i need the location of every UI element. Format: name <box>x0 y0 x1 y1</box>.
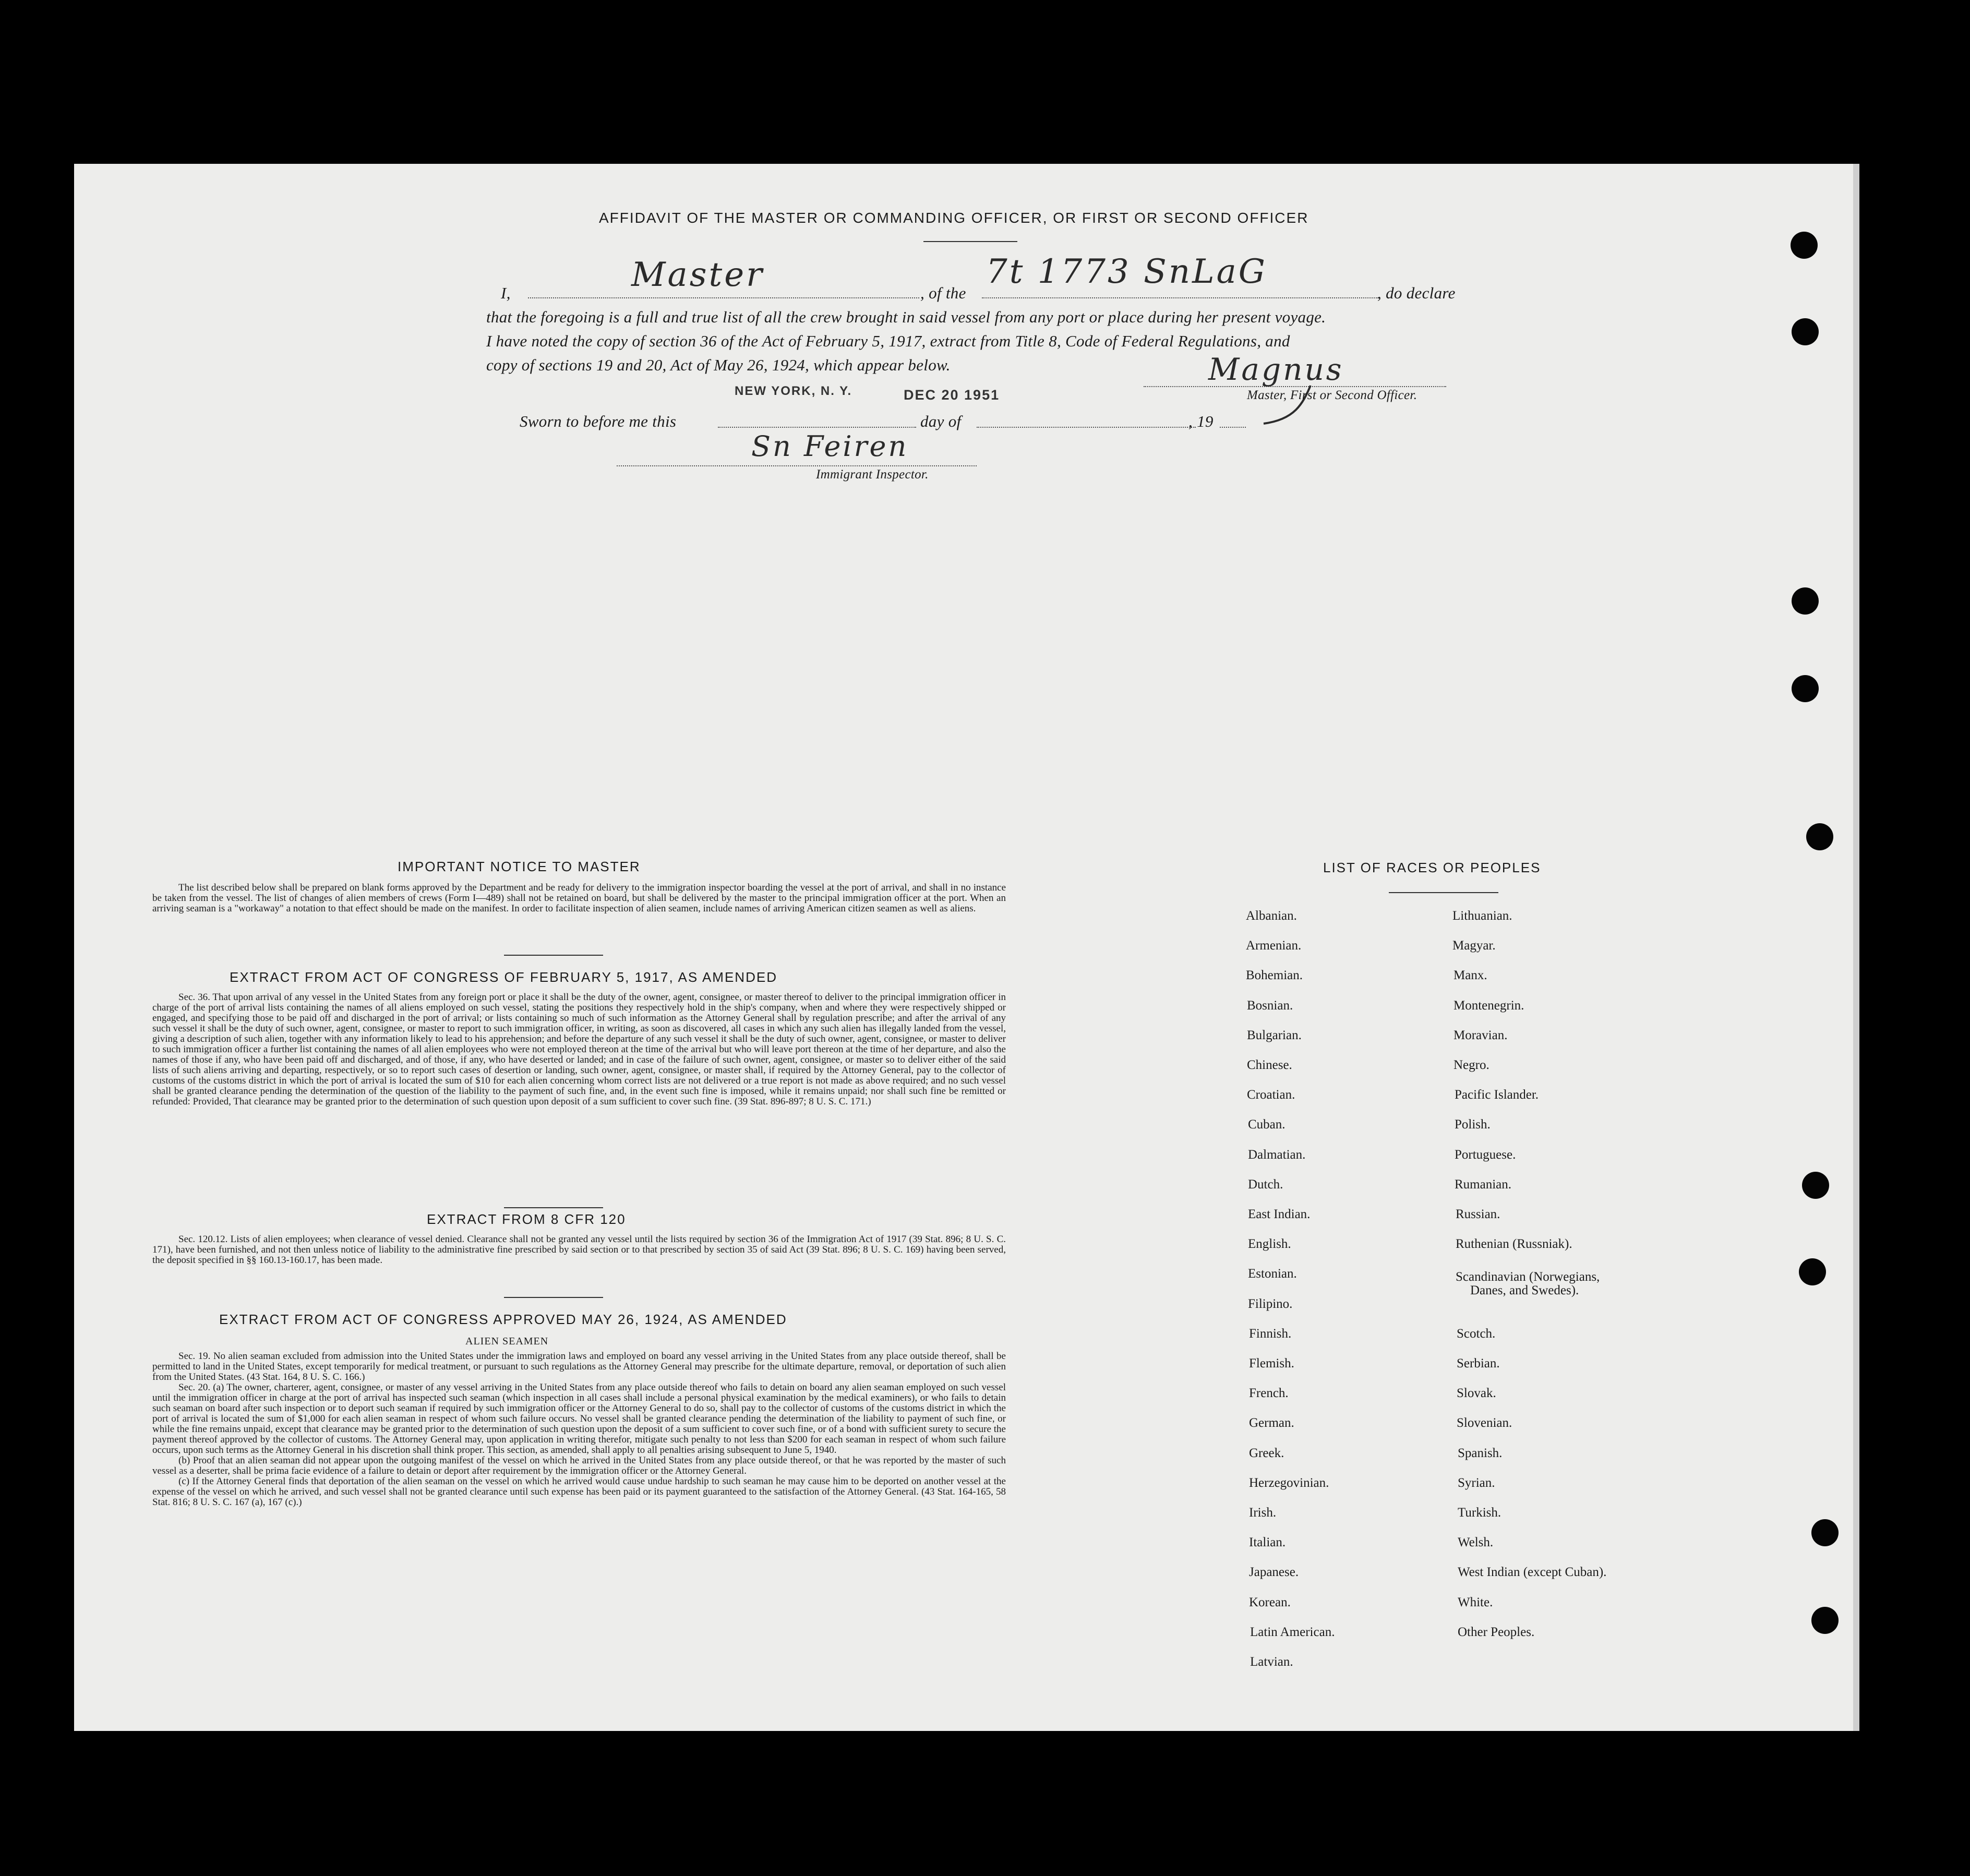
alien-seamen-subheading: ALIEN SEAMEN <box>465 1336 549 1347</box>
race-right-19: Spanish. <box>1458 1446 1503 1460</box>
race-left-5: Bulgarian. <box>1247 1028 1302 1042</box>
race-right-21: Turkish. <box>1458 1506 1501 1520</box>
race-right-2: Magyar. <box>1452 939 1496 953</box>
notice-text: The list described below shall be prepared on blank forms approved by the Department and be ready for delivery to the immigration inspector boarding the vessel at the port of arrival, and shall in no instance be taken from the vessel. The list of changes of alien members of crews (Form I—489) shall not be retained on board, but shall be delivered by the master to the principal immigration officer at the port. When an arriving seaman is a "workaway" a notation to that effect should be made on the manifest. In order to facilitate inspection of alien seamen, include names of arriving American citizen seamen as well as aliens. <box>152 882 1006 914</box>
document-page <box>74 164 1859 1731</box>
officer-caption: Master, First or Second Officer. <box>1247 388 1418 402</box>
race-left-17: French. <box>1249 1386 1289 1400</box>
race-right-15: Scotch. <box>1457 1327 1496 1341</box>
race-left-8: Cuban. <box>1248 1117 1286 1132</box>
name-line <box>528 297 919 298</box>
race-right-4: Montenegrin. <box>1454 999 1524 1013</box>
race-left-15: Finnish. <box>1249 1327 1292 1341</box>
vessel-handwritten: 7t 1773 SnLaG <box>986 252 1267 291</box>
race-right-24: White. <box>1458 1595 1493 1609</box>
race-left-3: Bohemian. <box>1246 968 1303 982</box>
sworn-label: Sworn to before me this <box>520 412 677 430</box>
year-label: , 19 <box>1188 412 1214 430</box>
affidavit-heading: AFFIDAVIT OF THE MASTER OR COMMANDING OFFICER, OR FIRST OR SECOND OFFICER <box>599 210 1309 226</box>
race-right-17: Slovak. <box>1457 1386 1496 1400</box>
binder-hole-3 <box>1792 587 1819 615</box>
affidavit-body-line-2: I have noted the copy of section 36 of the Act of February 5, 1917, extract from Title 8, Code of Federal Regulations, and <box>486 332 1290 350</box>
extract-1924-p1: Sec. 19. No alien seaman excluded from admission into the United States under the immigration laws and employed on board any vessel arriving in the United States from any place outside thereof, shall be permitted to land in the United States, except temporarily for medical treatment, or pursuant to such regulations as the Attorney General may prescribe for the ultimate departure, removal, or deportation of such alien from the United States. (43 Stat. 164, 8 U. S. C. 166.) <box>152 1351 1006 1382</box>
sworn-year-line <box>1220 427 1246 428</box>
races-divider <box>1389 892 1498 893</box>
race-right-12: Ruthenian (Russniak). <box>1456 1237 1572 1251</box>
binder-hole-4 <box>1792 675 1819 702</box>
extract-1924-heading: EXTRACT FROM ACT OF CONGRESS APPROVED MAY 26, 1924, AS AMENDED <box>219 1312 787 1327</box>
cfr-text-block <box>152 1234 1006 1266</box>
extract-1924-p3: (b) Proof that an alien seaman did not appear upon the outgoing manifest of the vessel on which he arrived in the United States from any place outside thereof, or that he was reported by the master of such vessel as a deserter, shall be prima facie evidence of a failure to detain or deport after requirement by the immigration officer or the Attorney General. <box>152 1455 1006 1476</box>
race-left-4: Bosnian. <box>1247 999 1293 1013</box>
race-left-12: English. <box>1248 1237 1291 1251</box>
stamp-date: DEC 20 1951 <box>904 387 1000 403</box>
affidavit-body-line-1: that the foregoing is a full and true list of all the crew brought in said vessel from any port or place during her present voyage. <box>486 308 1326 326</box>
race-right-1: Lithuanian. <box>1452 909 1512 923</box>
vessel-line <box>982 297 1378 298</box>
race-right-3: Manx. <box>1454 968 1487 982</box>
affidavit-body-line-3: copy of sections 19 and 20, Act of May 26, 1924, which appear below. <box>486 356 951 374</box>
affidavit-divider <box>923 241 1017 242</box>
race-left-21: Irish. <box>1249 1506 1277 1520</box>
race-left-18: German. <box>1249 1416 1294 1430</box>
sworn-month-line <box>977 427 1196 428</box>
cfr-heading: EXTRACT FROM 8 CFR 120 <box>427 1211 626 1227</box>
binder-hole-7 <box>1799 1258 1826 1285</box>
race-right-6: Negro. <box>1454 1058 1489 1072</box>
race-left-2: Armenian. <box>1246 939 1302 953</box>
race-left-23: Japanese. <box>1249 1565 1299 1579</box>
race-left-9: Dalmatian. <box>1248 1148 1306 1162</box>
race-left-26: Latvian. <box>1250 1655 1293 1669</box>
notice-text-block <box>152 883 1006 914</box>
race-right-23: West Indian (except Cuban). <box>1458 1565 1607 1579</box>
extract-1924-text-block <box>152 1351 1006 1508</box>
of-the-label: , of the <box>920 284 966 302</box>
binder-hole-5 <box>1806 823 1833 850</box>
race-left-16: Flemish. <box>1249 1356 1294 1370</box>
race-left-13: Estonian. <box>1248 1267 1297 1281</box>
extract-1924-p4: (c) If the Attorney General finds that deportation of the alien seaman on the vessel on which he arrived would cause undue hardship to such seaman he may cause him to be deported on another vessel at the expense of the vessel on which he arrived, and such vessel shall not be granted clearance until such expense has been paid or its payment guaranteed to the satisfaction of the Attorney General. (43 Stat. 164-165, 58 Stat. 816; 8 U. S. C. 167 (a), 167 (c).) <box>152 1476 1006 1508</box>
stamp-place: NEW YORK, N. Y. <box>735 384 852 398</box>
race-left-25: Latin American. <box>1250 1625 1335 1639</box>
binder-hole-2 <box>1792 318 1819 345</box>
name-handwritten: Master <box>631 256 764 294</box>
race-right-7: Pacific Islander. <box>1455 1088 1539 1102</box>
race-left-11: East Indian. <box>1248 1207 1311 1221</box>
notice-divider <box>504 955 603 956</box>
races-heading: LIST OF RACES OR PEOPLES <box>1323 860 1541 875</box>
binder-hole-1 <box>1791 232 1818 259</box>
cfr-text: Sec. 120.12. Lists of alien employees; when clearance of vessel denied. Clearance shall not be granted any vessel until the lists required by section 36 of the Immigration Act of 1917 (39 Stat. 896; 8 U. S. C. 171), have been furnished, and not then unless notice of liability to the administrative fine prescribed by said section or to that prescribed by section 35 of said Act (39 Stat. 896; 8 U. S. C. 169) having been served, the deposit specified in §§ 160.13-160.17, has been made. <box>152 1234 1006 1266</box>
race-left-24: Korean. <box>1249 1595 1291 1609</box>
inspector-signature: Sn Feiren <box>751 430 909 463</box>
inspector-signature-line <box>617 465 977 466</box>
day-of-label: day of <box>920 412 962 430</box>
race-left-19: Greek. <box>1249 1446 1284 1460</box>
race-right-9: Portuguese. <box>1455 1148 1516 1162</box>
extract-1917-divider <box>504 1207 603 1208</box>
affidavit-i-label: I, <box>501 284 511 302</box>
race-left-7: Croatian. <box>1247 1088 1295 1102</box>
officer-signature: Magnus <box>1208 352 1344 387</box>
race-left-6: Chinese. <box>1247 1058 1292 1072</box>
race-right-14: Danes, and Swedes). <box>1470 1283 1579 1297</box>
binder-hole-6 <box>1802 1172 1829 1199</box>
race-left-10: Dutch. <box>1248 1177 1283 1192</box>
race-right-8: Polish. <box>1455 1117 1491 1132</box>
extract-1924-p2: Sec. 20. (a) The owner, charterer, agent, consignee, or master of any vessel arriving in the United States from any place outside thereof who fails to detain on board any alien seaman employed on such vessel until the immigration officer in charge at the port of arrival has inspected such seaman (which inspection in all cases shall include a personal physical examination by the medical examiners), or who fails to detain such seaman on board after such inspection or to deport such seaman if required by such immigration officer or the Attorney General to do so, shall pay to the collector of customs of the customs district in which the port of arrival is located the sum of $1,000 for each alien seaman in respect of whom such failure occurs. No vessel shall be granted clearance pending the determination of the liability to payment of such fine, or while the fine remains unpaid, except that clearance may be granted prior to the determination of such question upon the deposit of a sum sufficient to cover such fine, or of a bond with sufficient surety to secure the payment thereof approved by the collector of customs. The Attorney General may, upon application in writing therefor, mitigate such penalty to not less than $200 for each seaman in respect of whom such failure occurs, upon such terms as the Attorney General in his discretion shall think proper. This section, as amended, shall apply to all penalties arising subsequent to June 5, 1940. <box>152 1382 1006 1456</box>
race-right-10: Rumanian. <box>1455 1177 1512 1192</box>
do-declare-label: , do declare <box>1377 284 1456 302</box>
extract-1917-text-block <box>152 992 1006 1107</box>
binder-hole-9 <box>1811 1607 1839 1634</box>
race-left-1: Albanian. <box>1246 909 1297 923</box>
cfr-divider <box>504 1297 603 1298</box>
extract-1917-text: Sec. 36. That upon arrival of any vessel in the United States from any foreign port or place it shall be the duty of the owner, agent, consignee, or master thereof to deliver to the principal immigration officer in charge of the port of arrival lists containing the names of all aliens employed on such vessel, stating the positions they respectively hold in the ship's company, when and where they were respectively shipped or engaged, and specifying those to be paid off and discharged in the port of arrival; or lists containing so much of such information as the Attorney General shall by regulation prescribe; and after the arrival of any such vessel it shall be the duty of such owner, agent, consignee, or master to report to such immigration officer, in writing, as soon as discovered, all cases in which any such alien has illegally landed from the vessel, giving a description of such alien, together with any information likely to lead to his apprehension; and before the departure of any such vessel it shall be the duty of such owner, agent, consignee, or master to deliver to such immigration officer a further list containing the names of all alien employees who were not employed thereon at the time of the arrival but who will leave port thereon at the time of her departure, and also the names of those if any, who have been paid off and discharged, and of those, if any, who have deserted or landed; and in case of the failure of such owner, agent, consignee, or master so to deliver either of the said lists of such aliens arriving and departing, respectively, or so to report such cases of desertion or landing, such owner, agent, consignee, or master shall, if required by the Attorney General, pay to the collector of customs of the customs district in which the port of arrival is located the sum of $10 for each alien concerning whom correct lists are not delivered or a true report is not made as above required; and no such vessel shall be granted clearance pending the determination of the question of the liability to the payment of such fine, and, in the event such fine is imposed, while it remains unpaid; nor shall such fine be remitted or refunded: Provided, That clearance may be granted prior to the determination of such question upon deposit of a sum sufficient to cover such fine. (39 Stat. 896-897; 8 U. S. C. 171.) <box>152 992 1006 1107</box>
extract-1917-heading: EXTRACT FROM ACT OF CONGRESS OF FEBRUARY 5, 1917, AS AMENDED <box>230 969 777 985</box>
race-right-13: Scandinavian (Norwegians, <box>1456 1270 1600 1284</box>
binder-hole-8 <box>1811 1519 1839 1546</box>
notice-heading: IMPORTANT NOTICE TO MASTER <box>398 859 641 874</box>
race-right-18: Slovenian. <box>1457 1416 1512 1430</box>
inspector-caption: Immigrant Inspector. <box>816 467 929 482</box>
race-right-11: Russian. <box>1456 1207 1500 1221</box>
race-right-25: Other Peoples. <box>1458 1625 1535 1639</box>
race-left-20: Herzegovinian. <box>1249 1476 1329 1490</box>
sworn-day-line <box>718 427 916 428</box>
race-right-22: Welsh. <box>1458 1535 1494 1549</box>
race-left-14: Filipino. <box>1248 1297 1293 1311</box>
race-right-16: Serbian. <box>1457 1356 1500 1370</box>
race-right-5: Moravian. <box>1454 1028 1508 1042</box>
race-left-22: Italian. <box>1249 1535 1286 1549</box>
race-right-20: Syrian. <box>1458 1476 1495 1490</box>
